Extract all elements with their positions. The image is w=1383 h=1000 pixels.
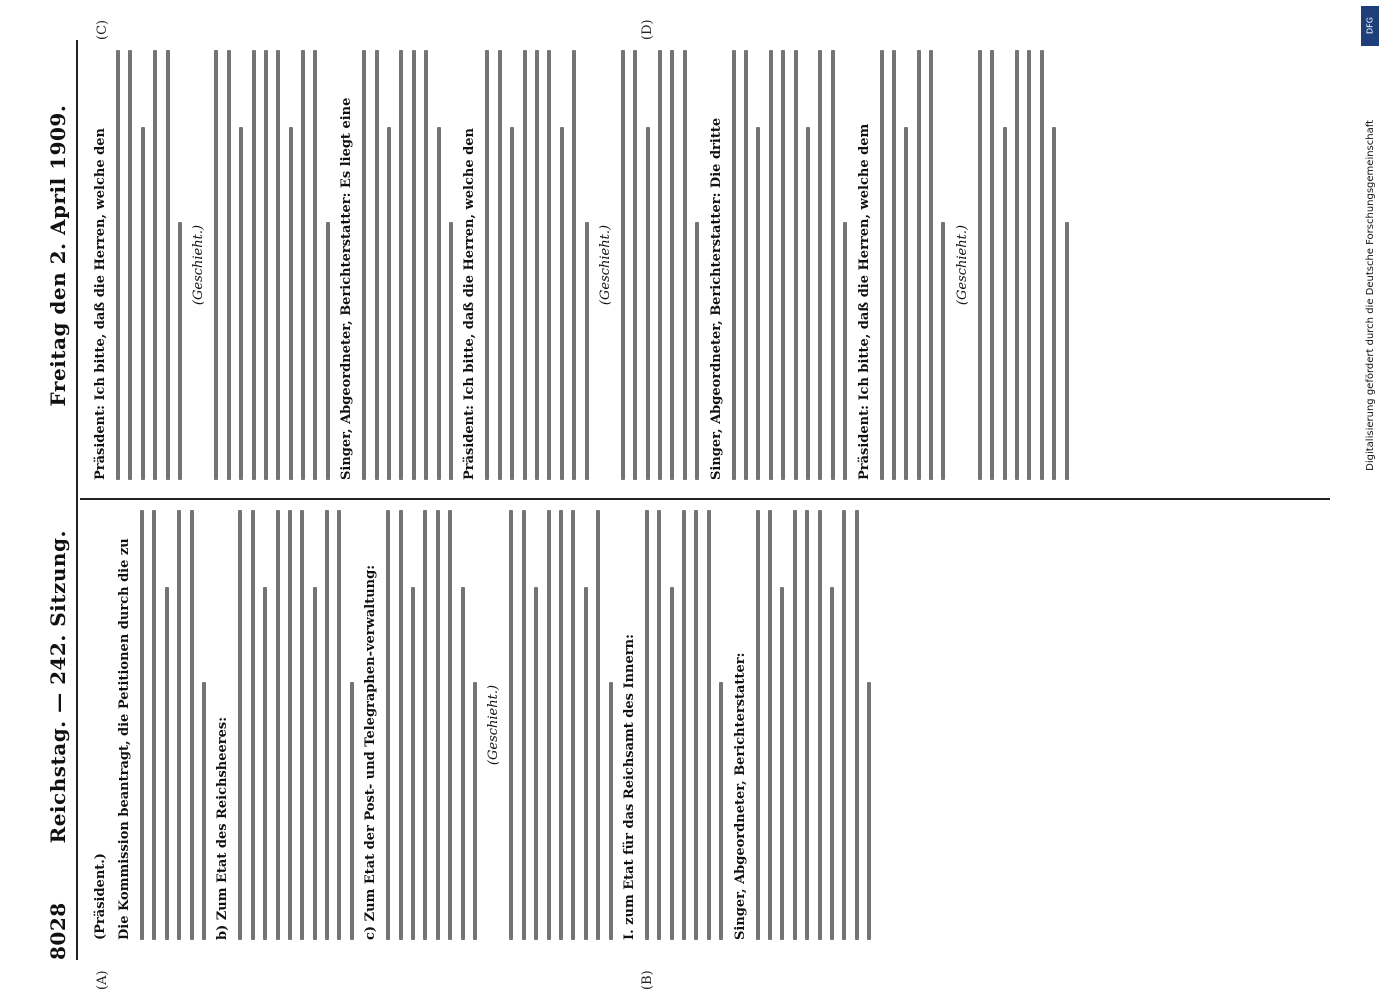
text-line [325,510,329,940]
text-line [337,510,341,940]
text-line [239,127,243,480]
text-line [300,510,304,940]
text-line [633,50,637,480]
text-line [362,50,366,480]
text-line [386,510,390,940]
page-header [30,40,70,960]
page-number: 8028 [46,902,70,960]
text-line [831,50,835,480]
text-snippet: b) Zum Etat des Reichsheeres: [215,717,231,940]
margin-marker-b: (B) [640,970,655,990]
text-line [756,127,760,480]
text-line [695,222,699,480]
speaker-label: (Präsident.) [93,853,108,940]
text-line [423,510,427,940]
text-line [794,50,798,480]
text-line [682,510,686,940]
text-line [177,510,181,940]
text-line [523,50,527,480]
text-snippet: Singer, Abgeordneter, Berichterstatter: Die dritte [708,117,724,480]
text-line [485,50,489,480]
text-line [449,222,453,480]
text-line [560,127,564,480]
text-line [609,682,613,940]
text-line [399,50,403,480]
text-line [116,50,120,480]
text-snippet: Präsident: Ich bitte, daß die Herren, welche dem [856,123,872,480]
text-snippet: (Geschieht.) [954,224,970,306]
text-line [399,510,403,940]
text-line [448,510,452,940]
text-line [289,127,293,480]
text-line [264,50,268,480]
text-line [670,587,674,940]
text-line [276,510,280,940]
text-line [769,50,773,480]
text-line [473,682,477,940]
text-line [252,50,256,480]
header-right-title: Freitag den 2. April 1909. [46,104,70,407]
text-line [929,50,933,480]
column-rule [80,498,1330,500]
text-line [818,50,822,480]
text-snippet: Singer, Abgeordneter, Berichterstatter: [732,652,748,940]
text-line [683,50,687,480]
text-line [522,510,526,940]
text-line [941,222,945,480]
text-line [818,510,822,940]
text-line [867,682,871,940]
text-line [535,50,539,480]
text-line [793,510,797,940]
text-line [202,682,206,940]
text-line [534,587,538,940]
text-line [178,222,182,480]
text-line [375,50,379,480]
text-line [732,50,736,480]
text-line [843,222,847,480]
text-line [1065,222,1069,480]
text-line [238,510,242,940]
text-line [510,127,514,480]
text-line [313,50,317,480]
text-line [806,127,810,480]
text-line [719,682,723,940]
credit-text: Digitalisierung gefördert durch die Deutsche Forschungsgemeinschaft [1364,120,1376,471]
text-line [646,127,650,480]
text-line [1027,50,1031,480]
text-snippet: Präsident: Ich bitte, daß die Herren, welche den [462,128,478,480]
text-line [227,50,231,480]
text-line [694,510,698,940]
text-line [326,222,330,480]
text-line [141,127,145,480]
text-line [437,127,441,480]
text-line [559,510,563,940]
text-line [288,510,292,940]
margin-marker-d: (D) [640,19,655,40]
text-line [744,50,748,480]
text-line [152,510,156,940]
text-line [584,587,588,940]
text-line [658,50,662,480]
header-left-title: Reichstag. — 242. Sitzung. [46,530,70,844]
text-line [301,50,305,480]
text-line [645,510,649,940]
text-snippet: Die Kommission beantragt, die Petitionen durch die zu [117,538,132,940]
text-line [830,587,834,940]
text-line [411,587,415,940]
text-snippet: Singer, Abgeordneter, Berichterstatter: Es liegt eine [339,97,355,480]
text-line [165,587,169,940]
text-line [251,510,255,940]
text-line [670,50,674,480]
text-line [707,510,711,940]
text-line [436,510,440,940]
margin-marker-c: (C) [95,19,110,40]
text-line [190,510,194,940]
text-line [153,50,157,480]
text-snippet: c) Zum Etat der Post- und Telegraphen-verwaltung: [363,565,379,940]
text-line [572,50,576,480]
text-line [1015,50,1019,480]
margin-marker-a: (A) [95,970,110,990]
text-line [276,50,280,480]
text-line [140,510,144,940]
text-line [596,510,600,940]
text-line [657,510,661,940]
text-line [313,587,317,940]
text-line [1003,127,1007,480]
text-line [1040,50,1044,480]
text-line [780,587,784,940]
dfg-logo: DFG [1361,6,1379,46]
text-line [781,50,785,480]
header-rule [76,40,78,960]
text-line [990,50,994,480]
text-line [166,50,170,480]
text-line [424,50,428,480]
text-line [350,682,354,940]
text-line [387,127,391,480]
left-column [90,510,1320,940]
text-line [509,510,513,940]
digitization-credit [1357,0,1383,1000]
text-line [621,50,625,480]
text-snippet: (Geschieht.) [486,684,502,766]
text-line [571,510,575,940]
text-line [412,50,416,480]
text-line [585,222,589,480]
text-line [756,510,760,940]
text-line [917,50,921,480]
text-line [547,510,551,940]
text-line [805,510,809,940]
text-line [904,127,908,480]
text-line [768,510,772,940]
text-line [498,50,502,480]
text-line [128,50,132,480]
text-line [978,50,982,480]
text-line [214,50,218,480]
text-snippet: I. zum Etat für das Reichsamt des Innern: [621,634,637,940]
text-line [547,50,551,480]
text-line [855,510,859,940]
text-line [1052,127,1056,480]
text-line [263,587,267,940]
text-snippet: (Geschieht.) [597,224,613,306]
text-line [892,50,896,480]
text-line [461,587,465,940]
text-snippet: (Geschieht.) [191,224,207,306]
text-line [842,510,846,940]
text-snippet: Präsident: Ich bitte, daß die Herren, welche den [93,128,108,480]
text-line [880,50,884,480]
right-column [90,50,1320,480]
